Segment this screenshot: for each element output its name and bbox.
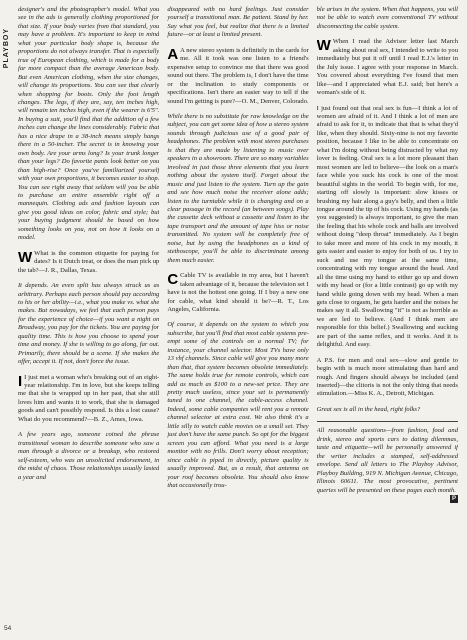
drop-cap-a: A [167,45,179,63]
page-number: 54 [4,625,12,632]
article-columns [18,6,458,634]
letter-oral-sex-cont: I just found out that oral sex is fun—I think a lot of women are afraid of it. And I think a lot of men are afraid to ask for it, to indicate that that is what they'd like, when they should. Sixty-nine is not my favorite position, because I like to be able to concentrate on what I'm doing without being distracted by what my lover is feeling. Oral sex is a lot more pleasant than most women are led to believe—the look on a man's face while you suck his cock is one of the most beautiful sights in the world. To begin with, for me, starting off slowly is important: slow kisses or brushing my hair along a guy's belly, and then a little tongue around the tip of his cock. Using my hands (as you suggested) is always important, to give the man the feeling that his whole cock and balls are involved without doing "deep throat" immediately. As I begin to take more and more of his cock in my mouth, it gets easier and easier to enjoy for both of us. I try to suck and use my tongue at the same time, concentrating with my tongue around the head. And all the time using my hand to either go up and down with my head or (for a little contrast) go up with my hand while going down with my head. When a man gets close to orgasm, he gets harder and the noises he makes say it all. Swallowing "it" is not as horrible as we are led to believe. (And I think men are responsible for this belief.) Swallowing and sucking are part of the same reflex, and it works. And it is delightful. And easy. [316,104,458,349]
answer-stereo: While there is no substitute for raw knowledge on the subject, you can get some idea of how a stereo system sounds through judicious use of a good pair of headphones. The problem with most stereo purchases is that they are made by listening to music over speakers in a showroom. There are so many variables involved in just those three elements that you learn nothing about the system itself. Forget about the music and just listen to the system. Turn up the gain and see how much noise the receiver alone adds; listen to the turntable while it is changing and on a clear passage in the record (an between songs). Play the cassette deck without a cassette and listen to the tape transport and the amount of tape hiss or noise transmitted. No system will be completely free of noise, but by using the headphones as a kind of stethoscope, you'll be able to discriminate among them much easier. [167,112,309,264]
rabbit-logo-icon: P [451,496,456,503]
submission-note: All reasonable questions—from fashion, food and drink, stereo and sports cars to dating dilemmas, taste and etiquette—will be personally answered if the writer includes a stamped, self-addressed envelope. Send all letters to The Playboy Advisor, Playboy Building, 919 N. Michigan Avenue, Chicago, Illinois 60611. The most provocative, pertinent queries will be presented on these pages each month. P [317,421,458,495]
drop-cap-w: W [18,248,33,266]
letter-oral-sex-ps: A P.S. for men and oral sex—slow and gentle to begin with is much more stimulating than hard and rough. And fingers should always be included (and inserted)—the clitoris is not the only thing that needs stimulation.—Miss K. A., Detroit, Michigan. [316,356,458,398]
side-label: PLAYBOY [3,28,10,69]
answer-dating-etiquette: It depends. An even split has always struck us as arbitrary. Perhaps each person should pay according to his or her ability—i.e., what you make vs. what she makes. But nowadays, we feel that each person pays for the experience of choice—if you want a night on Broadway, you pay for the tickets. You are paying for quality time. This is how you choose to spend your time and money. If she is willing to go along, far out. Primarily, there should be a scene. If she makes the offer, accept it. If not, don't force the issue. [18,282,160,366]
drop-cap-i: I [18,372,23,390]
letter-stereo: A A new stereo system is definitely in the cards for me. All it took was one listen to a friend's expensive setup to convince me that there was good sound out there. The problem is, I don't have the time or the inclination to study components or specifications. Isn't there an easier way to tell if the sound I'm getting is pure?—O. M., Denver, Colorado. [167,45,309,105]
letter-cable-tv: C Cable TV is available in my area, but I haven't taken advantage of it, because the television set I have is not the hottest one going. If I buy a new one for cable, what kind should it be?—R. T., Los Angeles, California. [167,271,309,313]
answer-transitional: A few years ago, someone coined the phrase transitional woman to describe someone who saw a man through a divorce or a breakup, who restored self-esteem, who was an unsolicited endorsement, in the midst of chaos. Those relationships usually lasted a year and [18,431,160,481]
answer-transitional-cont: disappeared with no hard feelings. Just consider yourself a transitional man. Be patient. Stand by her. Say what you feel, but realize that there is a limited future—or at least a limited present. [167,6,309,39]
letter-oral-sex: W When I read the Advisor letter last March asking about oral sex, I intended to write to you immediately but put it off until I read E.J.'s letter in the July issue. I agree with your response in March. You covered about everything I've found that men like—and I appreciated what E.J. said; but here's a woman's side of it. [316,37,458,97]
answer-cable-tv-cont: ble arises in the system. When that happens, you will not be able to watch even conventional TV without disconnecting the cable system. [316,6,458,30]
column-3 [317,6,458,634]
drop-cap-w2: W [316,37,331,55]
letter-transitional: I I just met a woman who's breaking out of an eight-year relationship. I'm in love, but she keeps telling me that she is wrapped up in her past, that she still loves him and wants it to work, that she is damaged goods and can't possibly respond. Is this a lost cause? What do you recommend?—B. Z., Ames, Iowa. [18,372,160,423]
drop-cap-c: C [167,271,179,289]
letter-dating-etiquette: W What is the common etiquette for paying for dates? Is it Dutch treat, or does the man pick up the tab?—J. R., Dallas, Texas. [18,248,160,274]
column-1 [18,6,159,634]
answer-oral-sex: Great sex is all in the head, right folks? [316,405,421,413]
column-2 [167,6,308,634]
answer-cable-tv: Of course, it depends on the system to which you subscribe, but you'll find that most cable systems pre-empt some of the controls on a normal TV; for instance, your channel selector. Most TVs have only 13 vhf channels. Since cable will give you many more than that, that system becomes obsolete immediately. The same holds true for remote controls, which can add as much as $100 to a new-set price. They are pretty much useless, since your set is permanently tuned to one channel, the cable-access channel. Indeed, some cable companies will rent you a remote channel selector at extra cost. We also think it's a little silly to watch cable movies on a small set. They just don't have the same punch. So opt for the biggest screen you can afford. What you need is a large monitor with no frills. Don't worry about reception; since cable is piped in directly, picture quality is usually improved. But, as a result, that antenna on your roof becomes obsolete. You should also know that occasionally trou- [167,321,309,490]
answer-continuation: designer's and the photographer's model. What you see in the ads is generally clothing proportioned for that size. If your body varies from that standard, you may have a problem. It's important to keep in mind what your particular body shape is, because the proportions do not always transfer. That is especially true of European clothing, which is made for a body far more compact than the average American body. But even American clothing, when the size changes, will change its proportions. You can see that clearly when shopping for boots. Only the foot length changes. The legs, if they are, say, ten inches high, will remain ten inches high, even if the wearer is 6'5". In buying a suit, you'll find that the addition of a few inches can change the lines considerably. Fabric that has a nice drape in a 38-inch means simply hangs there in a 50-incher. The secret is in knowing your own body. Are your arms long? Is your trunk longer than your legs? Do favorite pants look better on you than high-rise? Once you've familiarized yourself with your own proportions, it becomes easier to shop. You can see right away that seldom will you be able to purchase an entire ensemble right off a mannequin. Clothing ads and fashion layouts can give you good ideas on color, fabric and style; but your buying judgment should be based on how something looks on you, not on how it looks on a model. [18,6,160,242]
